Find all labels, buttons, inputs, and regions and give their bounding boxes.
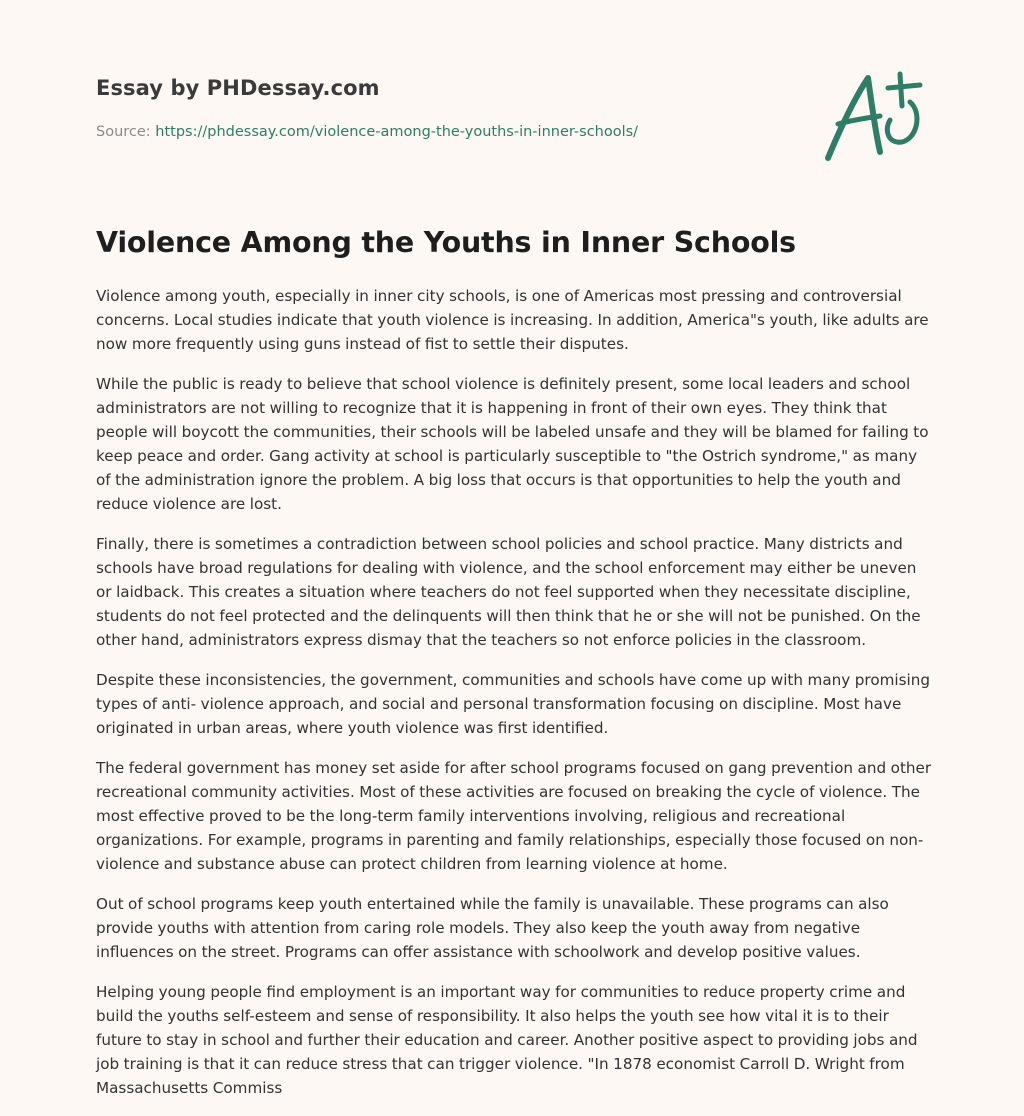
source-line [96,124,638,140]
essay-body [96,284,932,1116]
essay-paragraph: Helping young people find employment is an important way for communities to reduce property crime and build the youths self-esteem and sense of responsibility. It also helps the youth see how vital it is to their future to stay in school and further their education and career. Another positive aspect to providing jobs and job training is that it can reduce stress that can trigger violence. "In 1878 economist Carroll D. Wright from Massachusetts Commiss [96,983,918,1097]
essay-paragraph: While the public is ready to believe that school violence is definitely present, some local leaders and school administrators are not willing to recognize that it is happening in front of their own eyes. They think that people will boycott the communities, their schools will be labeled unsafe and they will be blamed for failing to keep peace and order. Gang activity at school is particularly susceptible to "the Ostrich syndrome," as many of the administration ignore the problem. A big loss that occurs is that opportunities to help the youth and reduce violence are lost. [96,375,929,513]
site-brand: Essay by PHDessay.com [96,76,380,100]
source-link[interactable]: https://phdessay.com/violence-among-the-youths-in-inner-schools/ [155,124,639,140]
essay-paragraph: Violence among youth, especially in inner city schools, is one of Americas most pressing and controversial concerns. Local studies indicate that youth violence is increasing. In addition, America"s youth, like adults are now more frequently using guns instead of fist to settle their disputes. [96,287,929,353]
a-plus-grade-icon [822,68,928,164]
essay-title: Violence Among the Youths in Inner Schools [96,226,796,259]
essay-paragraph: Out of school programs keep youth entertained while the family is unavailable. These programs can also provide youths with attention from caring role models. They also keep the youth away from negative influences on the street. Programs can offer assistance with schoolwork and develop positive values. [96,895,889,961]
source-label: Source: [96,124,151,140]
essay-paragraph: The federal government has money set aside for after school programs focused on gang prevention and other recreational community activities. Most of these activities are focused on breaking the cycle of violence. The most effective proved to be the long-term family interventions involving, religious and recreational organizations. For example, programs in parenting and family relationships, especially those focused on non-violence and substance abuse can protect children from learning violence at home. [96,759,932,873]
essay-paragraph: Finally, there is sometimes a contradiction between school policies and school practice. Many districts and schools have broad regulations for dealing with violence, and the school enforcement may either be uneven or laidback. This creates a situation where teachers do not feel supported when they necessitate discipline, students do not feel protected and the delinquents will then think that he or she will not be punished. On the other hand, administrators express dismay that the teachers so not enforce policies in the classroom. [96,535,921,649]
essay-paragraph: Despite these inconsistencies, the government, communities and schools have come up with many promising types of anti- violence approach, and social and personal transformation focusing on discipline. Most have originated in urban areas, where youth violence was first identified. [96,671,931,737]
